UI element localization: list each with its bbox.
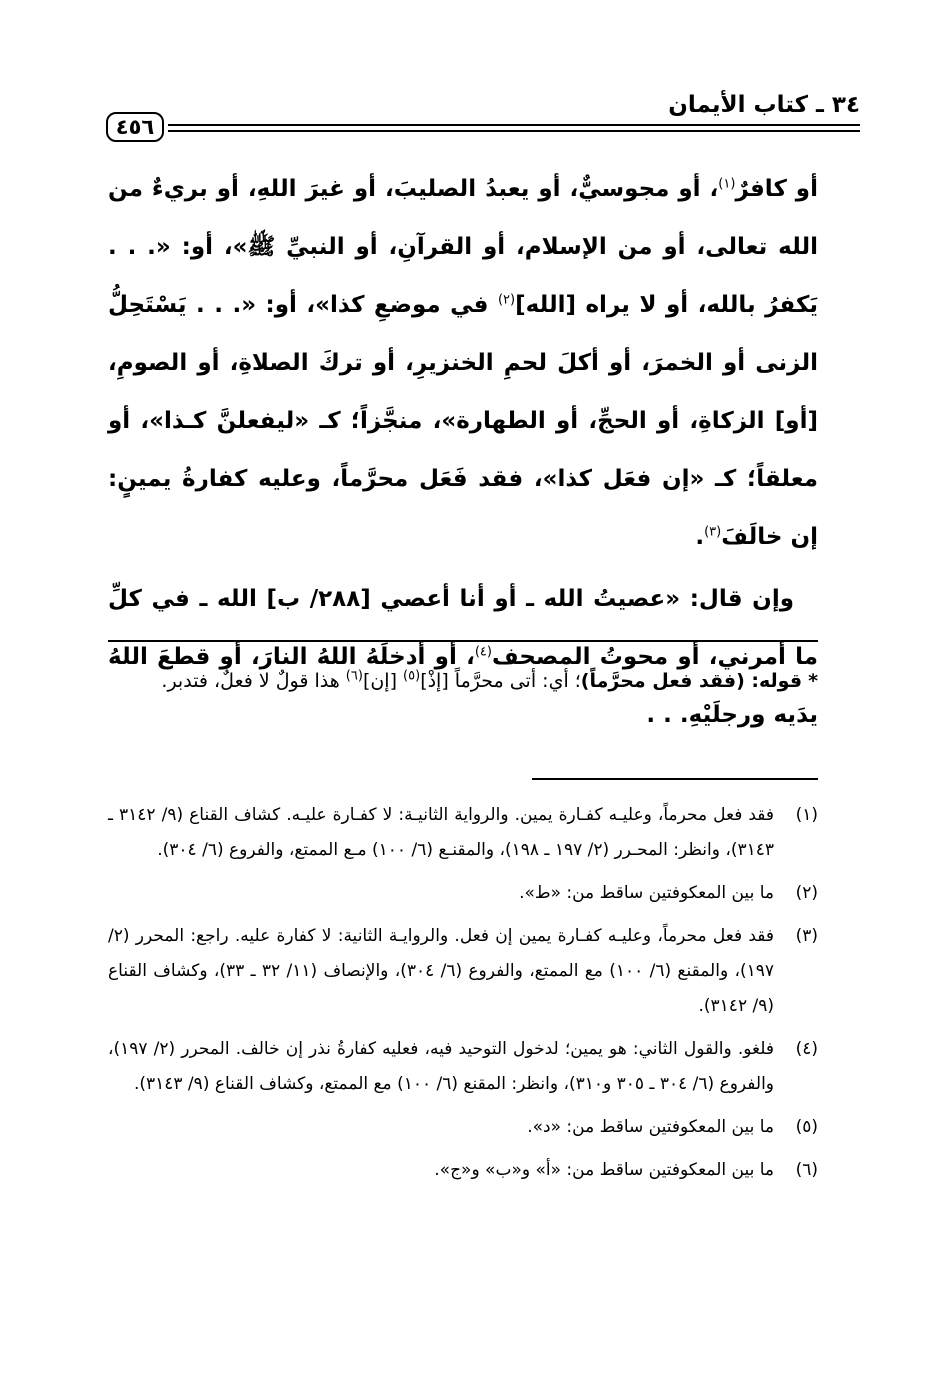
footnote-text: فقد فعل محرماً، وعليـه كفـارة يمين إن فعل. والروايـة الثانية: لا كفارة عليه. راجع: المحرر (٢/ ١٩٧)، والمقنع (٦/ ١٠٠) مع الممتع، والفروع (٦/ ٣٠٤)، والإنصاف (١١/ ٣٢ ـ ٣٣)، وكشاف القناع (٩/ ٣١٤٢).	[108, 926, 775, 1016]
footnote-text: ما بين المعكوفتين ساقط من: «ط».	[519, 883, 774, 903]
body-rule	[108, 640, 818, 642]
p1-part-c: في موضعِ كذا»، أو: «. . . يَسْتَحِلُّ الزنى أو الخمرَ، أو أكلَ لحمِ الخنزيرِ، أو تركَ الصلاةِ، أو الصومِ، [أو] الزكاةِ، أو الحجِّ، أو الطهارة»، منجَّزاً؛ كـ «ليفعلنَّ كـذا»، أو معلقاً؛ كـ «إن فعَل كذا»، فقد فَعَل محرَّماً، وعليه كفارةُ يمينٍ: إن خالَفَ	[108, 292, 818, 550]
chapter-title: ٣٤ ـ كتاب الأيمان	[668, 92, 860, 118]
footnote-text: فلغو. والقول الثاني: هو يمين؛ لدخول التوحيد فيه، فعليه كفارةُ نذر إن خالف. المحرر (٢/ ١٩٧)، والفروع (٦/ ٣٠٤ ـ ٣٠٥ و٣١٠)، وانظر: المقنع (٦/ ١٠٠) مع الممتع، وكشاف القناع (٩/ ٣١٤٣).	[108, 1039, 774, 1094]
note-part-c: هذا قولٌ لا فعلٌ، فتدبر.	[161, 670, 346, 692]
page-number: ٤٥٦	[106, 112, 164, 142]
footnote	[108, 1032, 818, 1102]
paragraph-1	[108, 160, 818, 566]
footnote-rule	[532, 778, 818, 780]
p2-part-b: ، أو أدخلَهُ اللهُ النارَ، أو قطعَ اللهُ يدَيه ورجلَيْهِ. . .	[108, 644, 818, 728]
note-part-a: ؛ أي: أتى محرَّماً [إذْ]	[420, 670, 581, 692]
footnote-number: (٥)	[795, 1117, 818, 1137]
header-rule-double	[168, 130, 860, 132]
note-lead: قوله: (فقد فعل محرَّماً)	[580, 670, 803, 692]
footnote-text: فقد فعل محرماً، وعليـه كفـارة يمين. والرواية الثانيـة: لا كفـارة عليـه. كشاف القناع (٩/ ٣١٤٢ ـ ٣١٤٣)، وانظر: المحـرر (٢/ ١٩٧ ـ ١٩٨)، والمقنـع (٦/ ١٠٠) مـع الممتع، والفروع (٦/ ٣٠٤).	[108, 805, 774, 860]
footnote-number: (٤)	[795, 1039, 818, 1059]
footnote-ref-3: (٣)	[704, 524, 722, 540]
footnote-ref-6: (٦)	[345, 668, 363, 684]
footnote-ref-4: (٤)	[474, 644, 492, 660]
note-part-b: [إن]	[362, 670, 404, 692]
footnote-number: (٢)	[795, 883, 818, 903]
footnote	[108, 1110, 818, 1145]
footnote	[108, 919, 818, 1024]
footnotes	[108, 798, 818, 1196]
p2-part-a: وإن قال: «عصيتُ الله ـ أو أنا أعصي [٢٨٨/ ب] الله ـ في كلِّ ما أمرني، أو محوتُ المصحف	[108, 586, 818, 670]
footnote-number: (١)	[795, 805, 818, 825]
footnote-text: ما بين المعكوفتين ساقط من: «أ» و«ب» و«ج».	[434, 1160, 774, 1180]
footnote-number: (٣)	[795, 926, 818, 946]
footnote-number: (٦)	[795, 1160, 818, 1180]
footnote	[108, 876, 818, 911]
footnote	[108, 1153, 818, 1188]
footnote-text: ما بين المعكوفتين ساقط من: «د».	[527, 1117, 774, 1137]
header-rule	[168, 124, 860, 126]
p1-part-d: .	[695, 524, 705, 550]
p1-part-b: ، أو مجوسيٌّ، أو يعبدُ الصليبَ، أو غيرَ اللهِ، أو بريءٌ من الله تعالى، أو من الإسلام، أو القرآنِ، أو النبيِّ ﷺ»، أو: «. . . يَكفرُ بالله، أو لا يراه [الله]	[108, 176, 818, 318]
footnote-ref-1: (١)	[718, 176, 736, 192]
footnote-ref-5: (٥)	[403, 668, 421, 684]
footnote	[108, 798, 818, 868]
note-star: *	[808, 670, 818, 692]
commentary-note	[108, 656, 818, 706]
footnote-ref-2: (٢)	[497, 292, 516, 308]
p1-part-a: أو كافرٌ	[735, 176, 818, 202]
